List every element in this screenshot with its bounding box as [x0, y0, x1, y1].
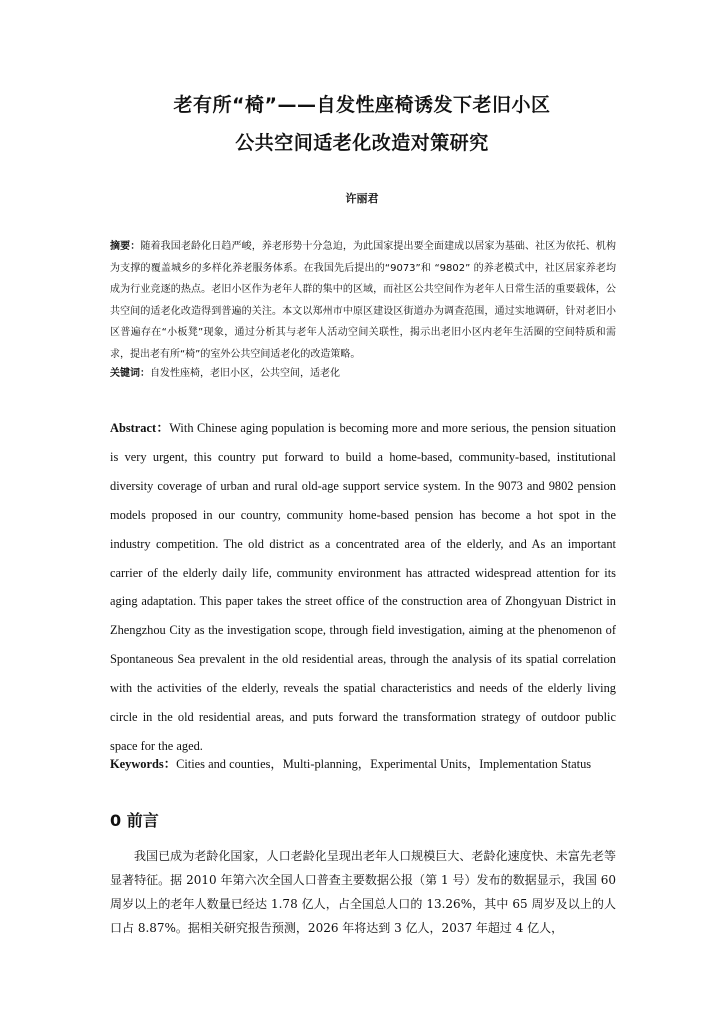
title-line-1: 老有所“椅”——自发性座椅诱发下老旧小区	[173, 94, 551, 116]
keywords-cn	[110, 364, 616, 384]
title-line-2: 公共空间适老化改造对策研究	[235, 132, 489, 154]
abstract-cn-text: 随着我国老龄化日趋严峻，养老形势十分急迫，为此国家提出要全面建成以居家为基础、社区为依托、机构为支撑的覆盖城乡的多样化养老服务体系。在我国先后提出的“9073”和 “9802” 的养老模式中，社区居家养老均成为行业竞逐的热点。老旧小区作为老年人群的集中的区域，而社区公共空间作为老年人日常生活的重要载体，公共空间的适老化改造得到普遍的关注。本文以郑州市中原区建设区街道办为调查范围，通过实地调研，针对老旧小区普遍存在“小板凳”现象，通过分析其与老年人活动空间关联性，揭示出老旧小区内老年生活圈的空间特质和需求，提出老有所“椅”的室外公共空间适老化的改造策略。	[110, 241, 617, 360]
author: 许丽君	[345, 192, 379, 205]
keywords-cn-label: 关键词：	[110, 368, 150, 379]
keywords-en-text: Cities and counties，Multi-planning，Experimental Units，Implementation Status	[176, 757, 592, 771]
keywords-cn-text: 自发性座椅，老旧小区，公共空间，适老化	[150, 368, 340, 379]
abstract-cn-label: 摘要：	[110, 241, 141, 252]
keywords-en	[110, 754, 630, 774]
abstract-en	[110, 414, 616, 761]
abstract-en-text: With Chinese aging population is becoming more and more serious, the pension situation is very urgent, this country put forward to build a home-based, community-based, institutional diversity coverage of urban and rural old-age support service system. In the 9073 and 9802 pension models proposed in our country, community home-based pension has become a hot spot in the industry competition. The old district as a concentrated area of the elderly, and As an important carrier of the elderly daily life, community environment has attracted widespread attention for its aging adaptation. This paper takes the street office of the construction area of Zhongyuan District in Zhengzhou City as the investigation scope, through field investigation, aiming at the phenomenon of Spontaneous Sea prevalent in the old residential areas, through the analysis of its spatial correlation with the activities of the elderly, reveals the spatial characteristics and needs of the elderly living circle in the old residential areas, and puts forward the transformation strategy of outdoor public space for the aged.	[110, 421, 617, 753]
abstract-en-label: Abstract：	[110, 421, 170, 435]
body-paragraph: 我国已成为老龄化国家，人口老龄化呈现出老年人口规模巨大、老龄化速度快、未富先老等显著特征。据 2010 年第六次全国人口普查主要数据公报（第 1 号）发布的数据显示，我国 60 周岁以上的老年人数量已经达 1.78 亿人，占全国总人口的 13.26%，其中 65 周岁及以上的人口占 8.87%。据相关研究报告预测，2026 年将达到 3 亿人，2037 年超过 4 亿人，	[110, 849, 616, 935]
section-heading: 0 前言	[110, 811, 159, 830]
keywords-en-label: Keywords：	[110, 757, 177, 771]
abstract-cn	[110, 236, 616, 365]
